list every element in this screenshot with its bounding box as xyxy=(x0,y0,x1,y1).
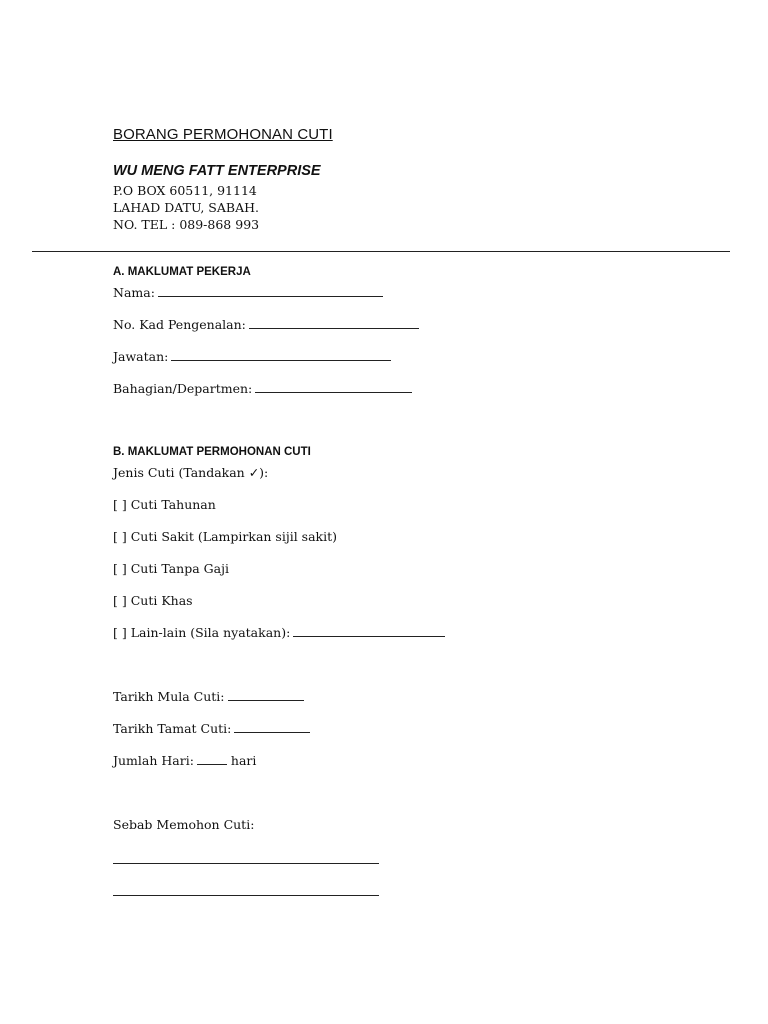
position-label: Jawatan: xyxy=(113,349,169,364)
phone-line: NO. TEL : 089-868 993 xyxy=(113,217,260,232)
option-special-leave[interactable] xyxy=(113,593,193,608)
checkbox[interactable]: [ ] xyxy=(113,497,127,512)
name-label: Nama: xyxy=(113,285,155,300)
total-days-unit: hari xyxy=(230,753,257,768)
header-divider xyxy=(32,251,730,252)
reason-input-line-2[interactable] xyxy=(113,895,379,896)
start-date-field xyxy=(113,689,304,704)
start-date-input[interactable] xyxy=(228,690,304,701)
option-annual-leave[interactable] xyxy=(113,497,216,512)
leave-type-prompt: Jenis Cuti (Tandakan ✓): xyxy=(113,465,269,480)
option-label: Lain-lain (Sila nyatakan): xyxy=(130,625,291,640)
ic-number-label: No. Kad Pengenalan: xyxy=(113,317,246,332)
total-days-input[interactable] xyxy=(197,754,227,765)
address-line-2: LAHAD DATU, SABAH. xyxy=(113,200,259,215)
end-date-field xyxy=(113,721,310,736)
total-days-field xyxy=(113,753,256,768)
checkbox[interactable]: [ ] xyxy=(113,593,127,608)
position-field xyxy=(113,349,391,364)
section-b-heading: B. MAKLUMAT PERMOHONAN CUTI xyxy=(113,446,311,458)
checkbox[interactable]: [ ] xyxy=(113,625,127,640)
department-input[interactable] xyxy=(255,382,412,393)
name-field xyxy=(113,285,383,300)
end-date-label: Tarikh Tamat Cuti: xyxy=(113,721,232,736)
option-label: Cuti Sakit (Lampirkan sijil sakit) xyxy=(130,529,338,544)
option-sick-leave[interactable] xyxy=(113,529,337,544)
end-date-input[interactable] xyxy=(234,722,310,733)
checkbox[interactable]: [ ] xyxy=(113,529,127,544)
checkbox[interactable]: [ ] xyxy=(113,561,127,576)
company-name: WU MENG FATT ENTERPRISE xyxy=(113,163,321,179)
option-label: Cuti Tahunan xyxy=(130,497,216,512)
reason-input-line-1[interactable] xyxy=(113,863,379,864)
department-field xyxy=(113,381,412,396)
position-input[interactable] xyxy=(171,350,391,361)
other-leave-input[interactable] xyxy=(293,626,445,637)
option-label: Cuti Tanpa Gaji xyxy=(130,561,229,576)
section-a-heading: A. MAKLUMAT PEKERJA xyxy=(113,266,251,278)
address-line-1: P.O BOX 60511, 91114 xyxy=(113,183,257,198)
ic-number-input[interactable] xyxy=(249,318,419,329)
option-other-leave[interactable] xyxy=(113,625,445,640)
reason-label: Sebab Memohon Cuti: xyxy=(113,817,255,832)
start-date-label: Tarikh Mula Cuti: xyxy=(113,689,225,704)
option-label: Cuti Khas xyxy=(130,593,193,608)
total-days-label: Jumlah Hari: xyxy=(113,753,194,768)
form-title: BORANG PERMOHONAN CUTI xyxy=(113,126,333,143)
ic-number-field xyxy=(113,317,419,332)
department-label: Bahagian/Departmen: xyxy=(113,381,253,396)
option-unpaid-leave[interactable] xyxy=(113,561,229,576)
name-input[interactable] xyxy=(158,286,383,297)
